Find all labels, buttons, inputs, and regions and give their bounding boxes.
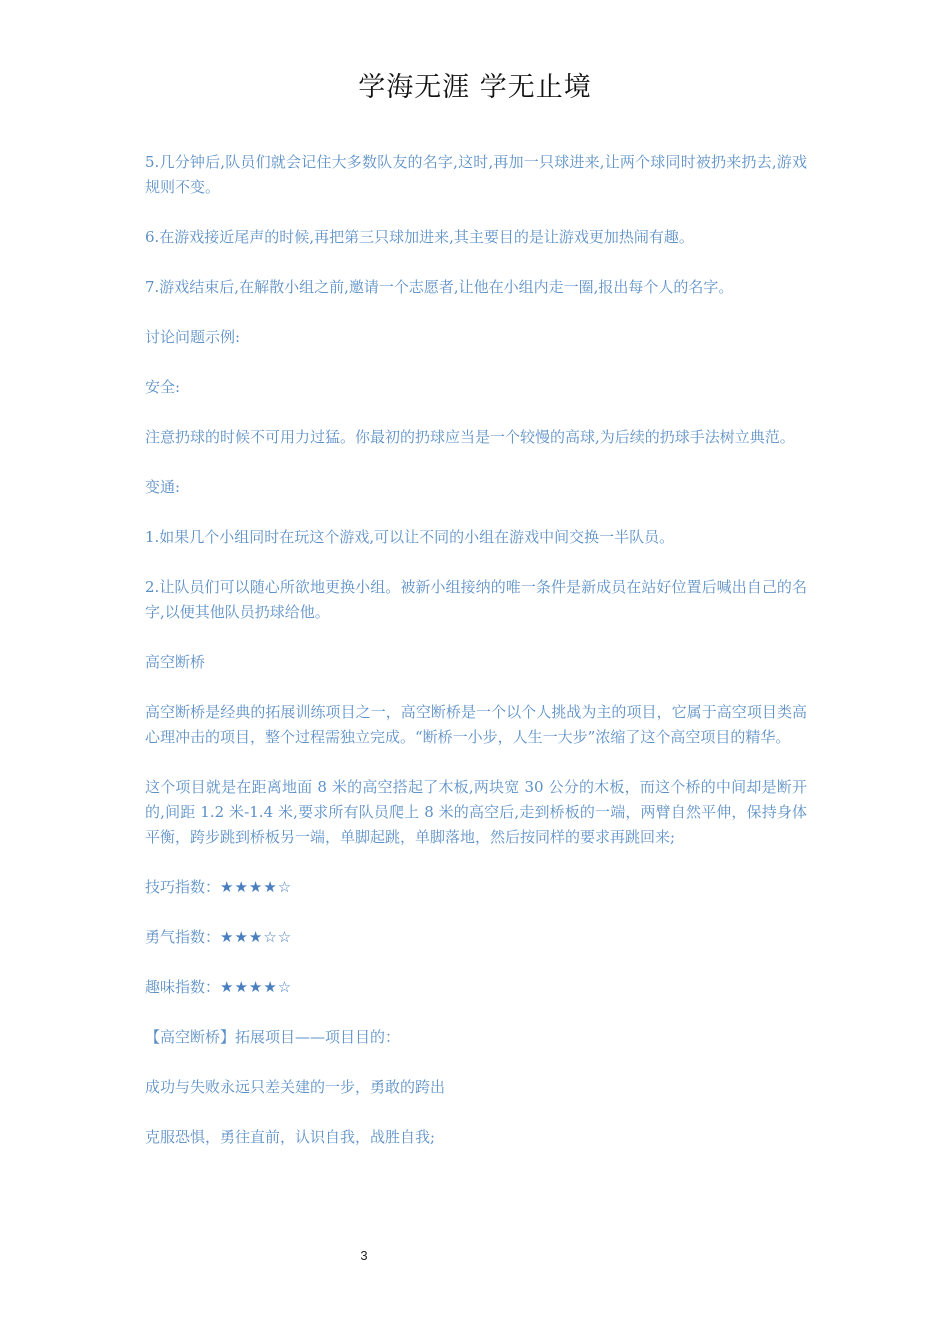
variation-item-1: 1.如果几个小组同时在玩这个游戏,可以让不同的小组在游戏中间交换一半队员。 xyxy=(145,528,675,546)
objective-line-1: 成功与失败永远只差关建的一步，勇敢的跨出 xyxy=(145,1078,446,1096)
rating-courage-stars: ★★★☆☆ xyxy=(220,928,293,946)
document-body xyxy=(145,150,807,1175)
page-number: 3 xyxy=(360,1248,368,1263)
rating-courage-label: 勇气指数： xyxy=(145,928,221,946)
objective-heading: 【高空断桥】拓展项目——项目目的： xyxy=(145,1028,401,1046)
page-header-title: 学海无涯 学无止境 xyxy=(358,72,592,103)
safety-heading: 安全: xyxy=(145,378,181,396)
rating-skill-stars: ★★★★☆ xyxy=(220,878,293,896)
paragraph-step-7: 7.游戏结束后,在解散小组之前,邀请一个志愿者,让他在小组内走一圈,报出每个人的名字。 xyxy=(145,278,734,296)
variation-item-2: 2.让队员们可以随心所欲地更换小组。被新小组接纳的唯一条件是新成员在站好位置后喊出自己的名字,以便其他队员扔球给他。 xyxy=(145,578,807,621)
rating-fun xyxy=(145,975,807,1000)
objective-line-2: 克服恐惧，勇往直前，认识自我，战胜自我; xyxy=(145,1128,436,1146)
section-title-high-bridge: 高空断桥 xyxy=(145,653,206,671)
paragraph-step-6: 6.在游戏接近尾声的时候,再把第三只球加进来,其主要目的是让游戏更加热闹有趣。 xyxy=(145,228,694,246)
rating-courage xyxy=(145,925,807,950)
rating-fun-label: 趣味指数： xyxy=(145,978,221,996)
high-bridge-intro: 高空断桥是经典的拓展训练项目之一，高空断桥是一个以个人挑战为主的项目，它属于高空项目类高心理冲击的项目，整个过程需独立完成。“断桥一小步，人生一大步”浓缩了这个高空项目的精华。 xyxy=(145,703,807,746)
discussion-heading: 讨论问题示例: xyxy=(145,328,241,346)
rating-fun-stars: ★★★★☆ xyxy=(220,978,293,996)
rating-skill xyxy=(145,875,807,900)
variation-heading: 变通: xyxy=(145,478,181,496)
paragraph-step-5: 5.几分钟后,队员们就会记住大多数队友的名字,这时,再加一只球进来,让两个球同时被扔来扔去,游戏规则不变。 xyxy=(145,153,807,196)
safety-paragraph: 注意扔球的时候不可用力过猛。你最初的扔球应当是一个较慢的高球,为后续的扔球手法树立典范。 xyxy=(145,428,795,446)
rating-skill-label: 技巧指数： xyxy=(145,878,221,896)
high-bridge-description: 这个项目就是在距离地面 8 米的高空搭起了木板,两块宽 30 公分的木板，而这个桥的中间却是断开的,间距 1.2 米-1.4 米,要求所有队员爬上 8 米的高空后,走到桥板的一端，两臂自然平伸，保持身体平衡，跨步跳到桥板另一端，单脚起跳，单脚落地，然后按同样的要求再跳回来; xyxy=(145,778,807,846)
